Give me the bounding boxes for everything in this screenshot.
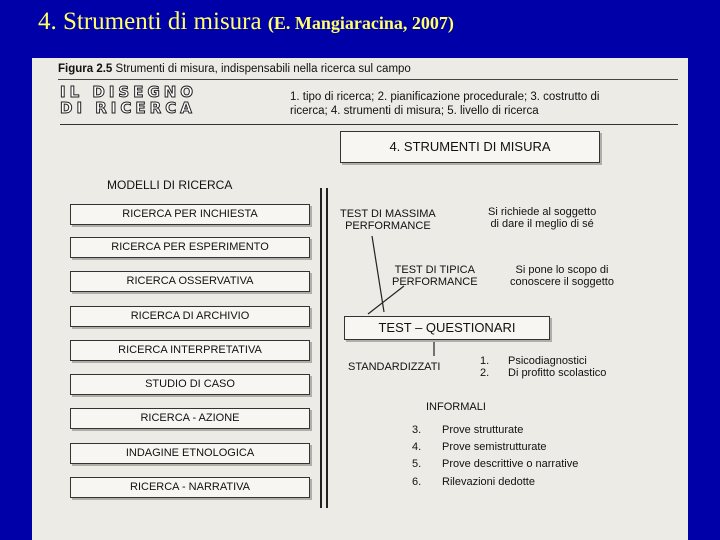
informal-item: 4. Prove semistrutturate [412, 441, 547, 453]
slide-title-text: 4. Strumenti di misura [38, 8, 262, 35]
scanned-figure [32, 58, 688, 540]
typical-performance-line-1: TEST DI TIPICA [394, 264, 475, 276]
informal-item: 5. Prove descrittive o narrative [412, 458, 579, 470]
informal-item: 6. Rilevazioni dedotte [412, 476, 535, 488]
logo-line-1: IL DISEGNO [60, 83, 198, 101]
informal-label: INFORMALI [426, 401, 486, 413]
informal-item: 3. Prove strutturate [412, 424, 524, 436]
slide-title [38, 8, 454, 36]
logo-description: 1. tipo di ricerca; 2. pianificazione procedurale; 3. costrutto di ricerca; 4. strumenti di misura; 5. livello di ricerca [290, 91, 600, 117]
standardized-label: STANDARDIZZATI [348, 361, 441, 373]
max-performance-line-1: TEST DI MASSIMA [340, 208, 436, 220]
logo-line-2: DI RICERCA [60, 99, 196, 117]
slide-source: (E. Mangiaracina, 2007) [267, 13, 454, 33]
standardized-item: 1. Psicodiagnostici [480, 355, 587, 367]
model-box-osservativa: RICERCA OSSERVATIVA [70, 271, 310, 292]
typical-performance-desc-2: conoscere il soggetto [510, 276, 614, 288]
connector-arrows [32, 58, 688, 540]
max-performance-desc-1: Si richiede al soggetto [488, 206, 597, 218]
figure-caption-number: Figura 2.5 [58, 63, 113, 75]
model-box-interpretativa: RICERCA INTERPRETATIVA [70, 340, 310, 361]
model-box-etnologica: INDAGINE ETNOLOGICA [70, 443, 310, 464]
standardized-list [480, 355, 606, 379]
model-box-archivio: RICERCA DI ARCHIVIO [70, 306, 310, 327]
arrow-max-to-test [372, 236, 384, 312]
model-box-inchiesta: RICERCA PER INCHIESTA [70, 204, 310, 225]
model-box-azione: RICERCA - AZIONE [70, 408, 310, 429]
max-performance-line-2: PERFORMANCE [345, 220, 431, 232]
models-heading: MODELLI DI RICERCA [107, 178, 233, 192]
typical-performance-line-2: PERFORMANCE [392, 276, 478, 288]
max-performance-desc-2: di dare il meglio di sé [490, 218, 594, 230]
model-box-studio-caso: STUDIO DI CASO [70, 374, 310, 395]
typical-performance-desc-1: Si pone lo scopo di [515, 264, 609, 276]
strumenti-title-box: 4. STRUMENTI DI MISURA [340, 131, 600, 163]
model-box-narrativa: RICERCA - NARRATIVA [70, 477, 310, 498]
test-questionari-box: TEST – QUESTIONARI [344, 316, 550, 340]
standardized-item: 2. Di profitto scolastico [480, 367, 607, 379]
figure-caption-text: Strumenti di misura, indispensabili nella ricerca sul campo [112, 63, 411, 75]
model-box-esperimento: RICERCA PER ESPERIMENTO [70, 237, 310, 258]
arrow-typical-to-test [368, 286, 404, 314]
